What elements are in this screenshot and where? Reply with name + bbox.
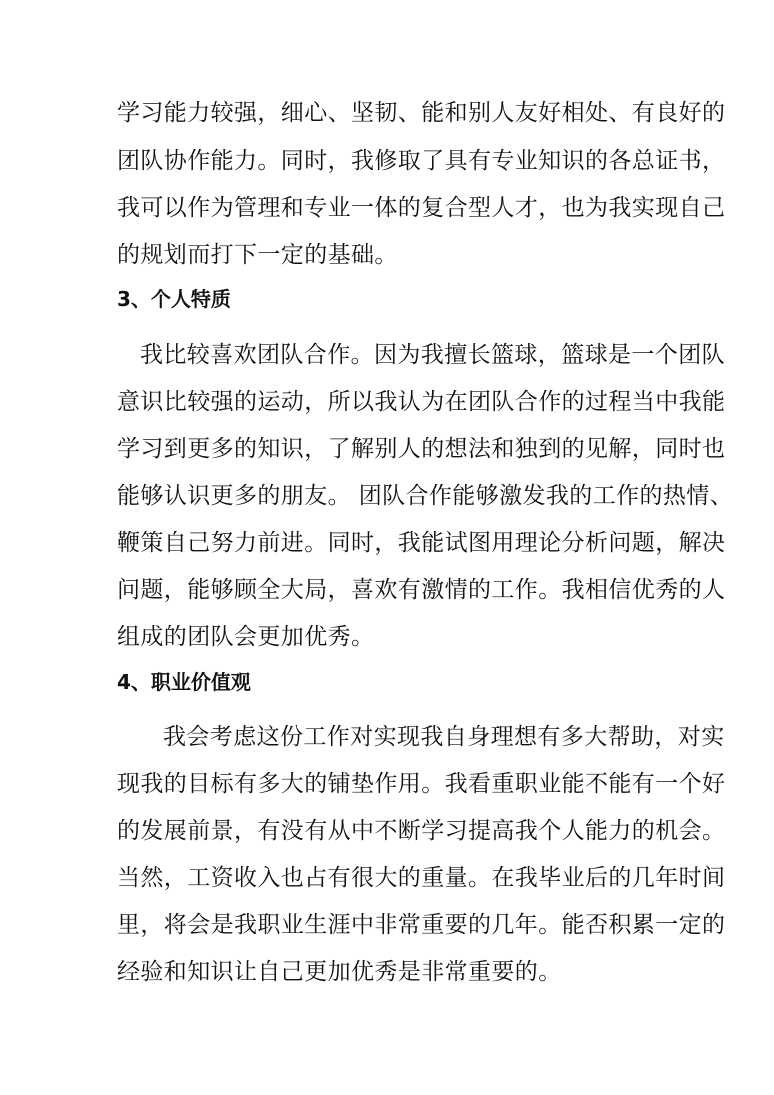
paragraph-line: 组成的团队会更加优秀。 bbox=[117, 624, 375, 650]
paragraph-line: 问题，能够顾全大局，喜欢有激情的工作。我相信优秀的人 bbox=[117, 577, 726, 603]
section-heading-4: 4、职业价值观 bbox=[117, 670, 251, 694]
paragraph-line: 的规划而打下一定的基础。 bbox=[117, 242, 398, 268]
section-heading-3: 3、个人特质 bbox=[117, 287, 231, 311]
paragraph-line: 意识比较强的运动，所以我认为在团队合作的过程当中我能 bbox=[117, 389, 726, 415]
paragraph-line: 经验和知识让自己更加优秀是非常重要的。 bbox=[117, 959, 562, 985]
paragraph-line: 团队协作能力。同时，我修取了具有专业知识的各总证书， bbox=[117, 148, 726, 174]
paragraph-line: 鞭策自己努力前进。同时，我能试图用理论分析问题，解决 bbox=[117, 530, 726, 556]
paragraph-line: 我比较喜欢团队合作。因为我擅长篮球，篮球是一个团队 bbox=[140, 342, 725, 368]
paragraph-line: 学习到更多的知识，了解别人的想法和独到的见解，同时也 bbox=[117, 436, 726, 462]
paragraph-line: 能够认识更多的朋友。 团队合作能够激发我的工作的热情、 bbox=[117, 483, 734, 509]
paragraph-line: 我会考虑这份工作对实现我自身理想有多大帮助，对实 bbox=[163, 724, 725, 750]
paragraph-line: 现我的目标有多大的铺垫作用。我看重职业能不能有一个好 bbox=[117, 771, 726, 797]
paragraph-line: 我可以作为管理和专业一体的复合型人才，也为我实现自己 bbox=[117, 195, 726, 221]
paragraph-line: 里，将会是我职业生涯中非常重要的几年。能否积累一定的 bbox=[117, 912, 726, 938]
paragraph-line: 学习能力较强，细心、坚韧、能和别人友好相处、有良好的 bbox=[117, 100, 726, 126]
paragraph-line: 的发展前景，有没有从中不断学习提高我个人能力的机会。 bbox=[117, 818, 726, 844]
paragraph-line: 当然，工资收入也占有很大的重量。在我毕业后的几年时间 bbox=[117, 865, 726, 891]
